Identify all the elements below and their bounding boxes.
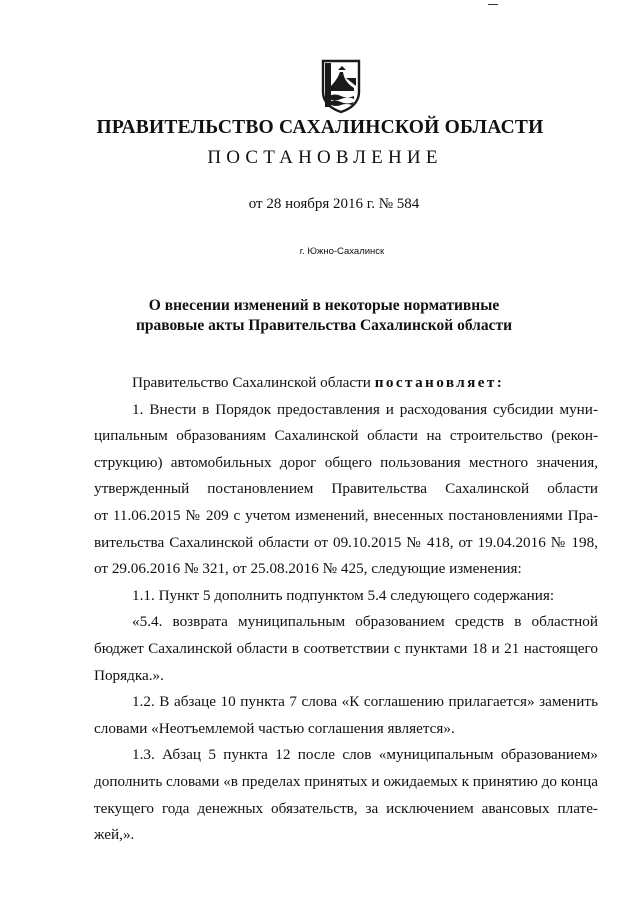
document-subject [0,296,640,336]
body-line: утвержденный постановлением Правительства Сахалинской области [94,480,598,498]
body-line: струкцию) автомобильных дорог общего пользования местного значения, [94,453,598,471]
document-body [94,370,598,849]
body-line: жей,». [94,826,135,844]
body-line: дополнить словами «в пределах принятых и ожидаемых к принятию до конца [94,772,598,790]
body-line: ципальным образованиям Сахалинской области на строительство (рекон- [94,427,598,445]
body-line: «5.4. возврата муниципальным образованием средств в областной [132,613,598,631]
scan-mark [488,4,498,5]
preamble-verb: постановляет: [374,374,505,391]
body-line: вительства Сахалинской области от 09.10.2015 № 418, от 19.04.2016 № 198, [94,533,598,551]
body-line: 1.2. В абзаце 10 пункта 7 слова «К соглашению прилагается» заменить [132,693,598,711]
subject-line: О внесении изменений в некоторые нормативные [148,297,500,314]
document-type: ПОСТАНОВЛЕНИЕ [207,147,443,168]
sakhalin-coat-of-arms-icon [320,58,362,114]
government-title: ПРАВИТЕЛЬСТВО САХАЛИНСКОЙ ОБЛАСТИ [96,117,544,138]
preamble [94,370,598,397]
body-line: от 29.06.2016 № 321, от 25.08.2016 № 425, следующие изменения: [94,560,522,578]
preamble-text: Правительство Сахалинской области [132,374,371,391]
body-line: от 11.06.2015 № 209 с учетом изменений, внесенных постановлениями Пра- [94,506,598,524]
body-line: 1.1. Пункт 5 дополнить подпунктом 5.4 следующего содержания: [132,586,555,604]
date-and-number: от 28 ноября 2016 г. № 584 [248,196,420,212]
subject-line: правовые акты Правительства Сахалинской области [135,317,513,334]
body-line: текущего года денежных обязательств, за исключением авансовых плате- [94,799,598,817]
body-line: 1. Внести в Порядок предоставления и расходования субсидии муни- [132,400,598,418]
body-line: словами «Неотъемлемой частью соглашения является». [94,719,455,737]
body-line: бюджет Сахалинской области в соответствии с пунктами 18 и 21 настоящего [94,639,598,657]
body-line: 1.3. Абзац 5 пункта 12 после слов «муниципальным образованием» [132,746,598,764]
city-name: г. Южно-Сахалинск [299,246,385,257]
body-line: Порядка.». [94,666,164,684]
